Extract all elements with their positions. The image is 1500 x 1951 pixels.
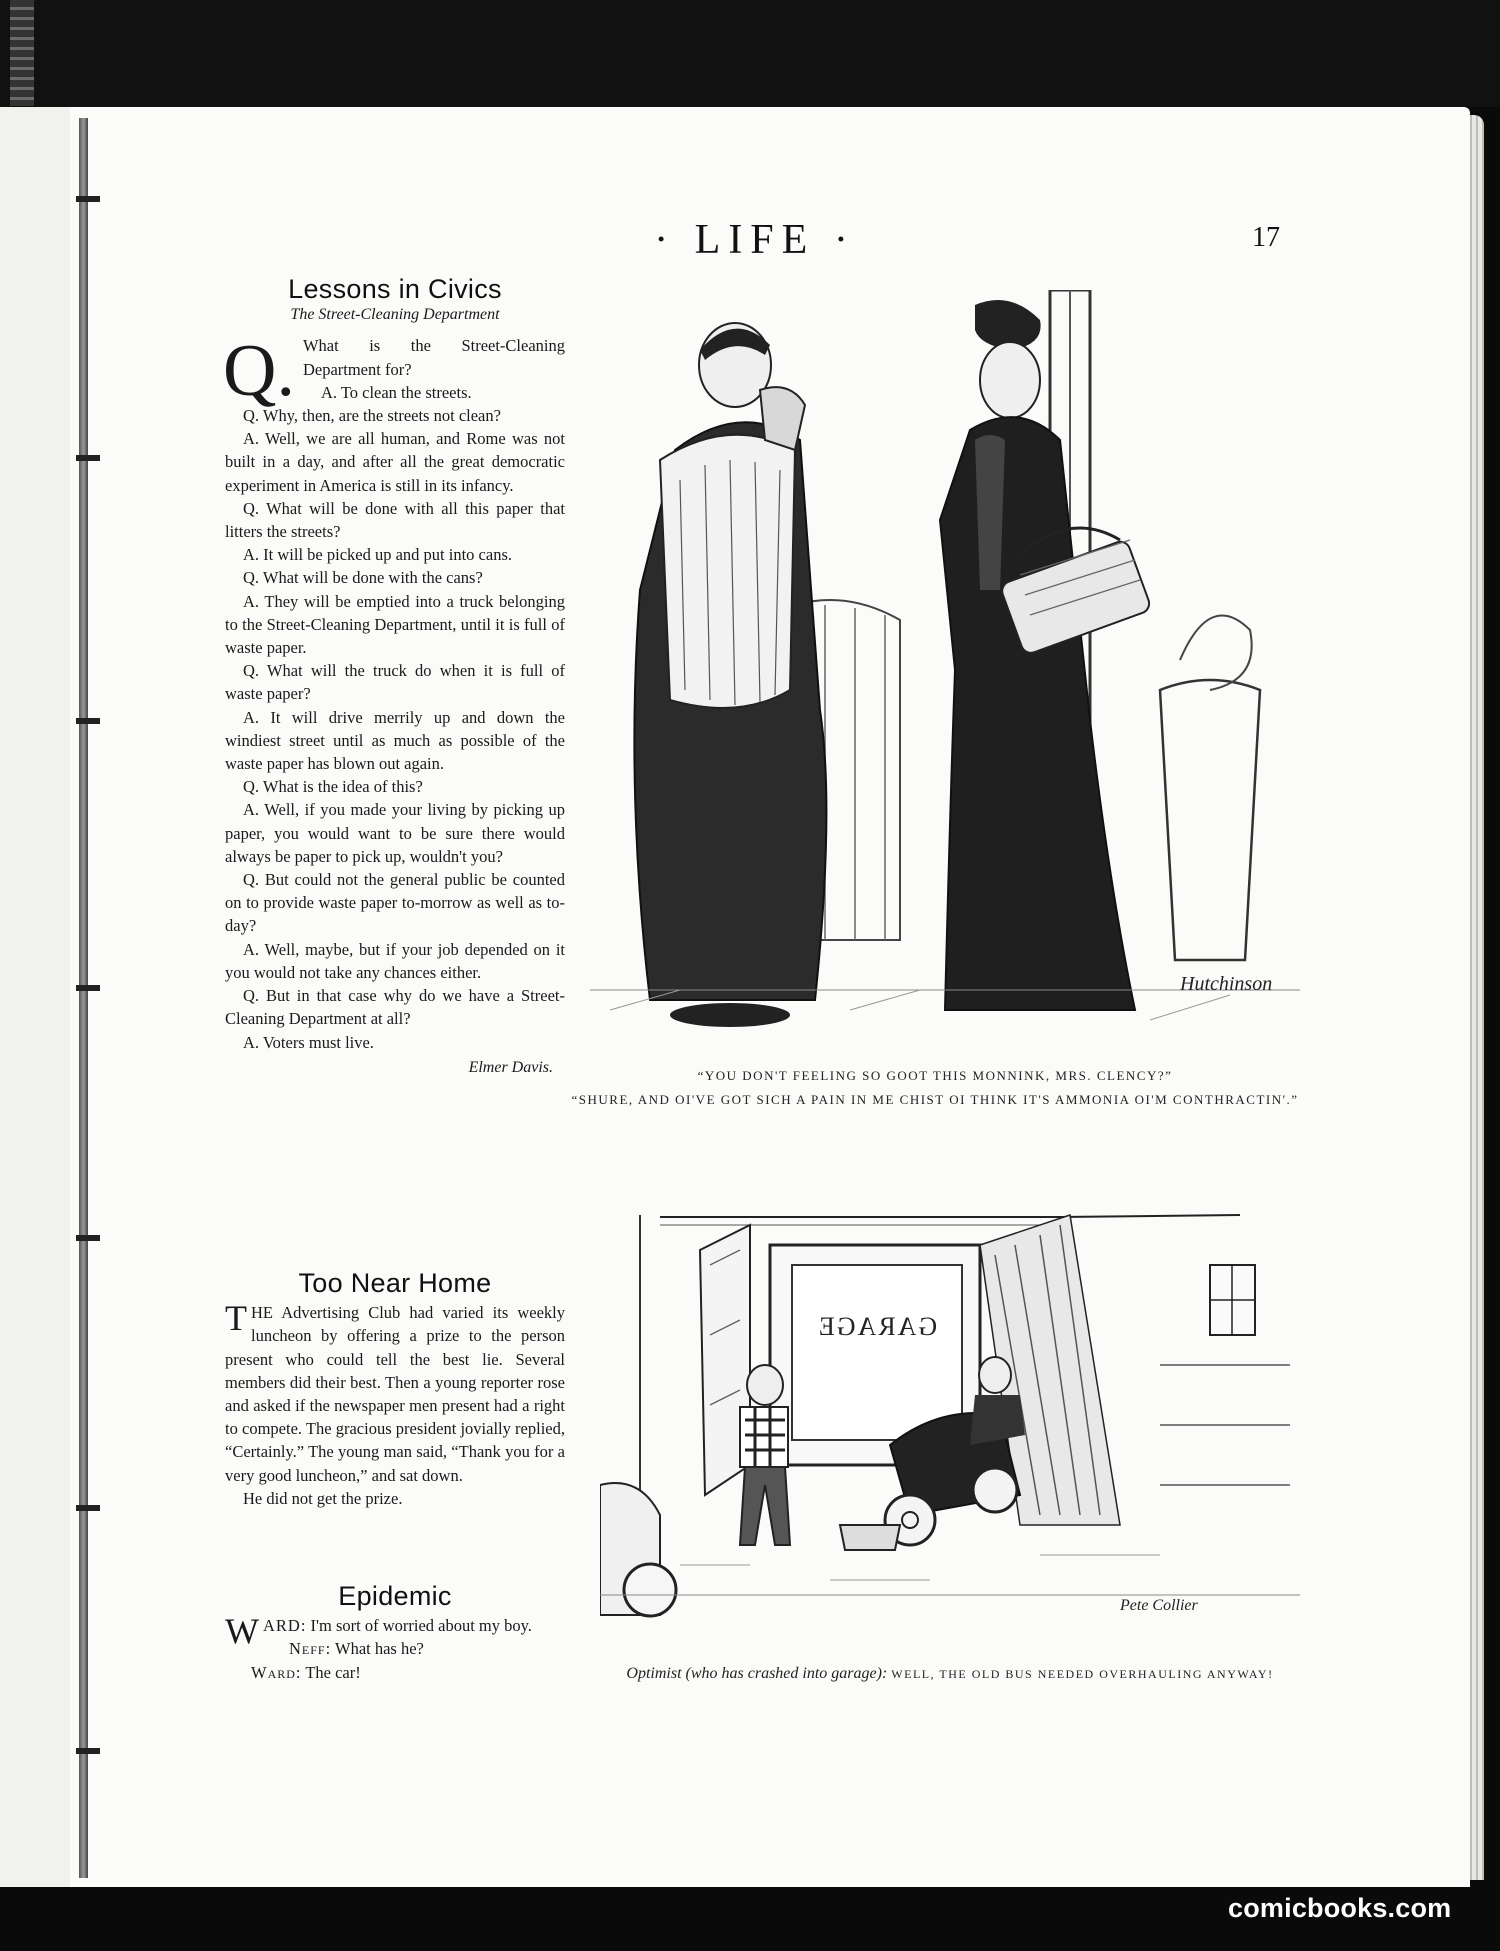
article-epidemic — [225, 1581, 565, 1684]
caption-line: “YOU DON'T FEELING SO GOOT THIS MONNINK, MRS. CLENCY?” — [697, 1068, 1173, 1083]
paragraph: Q. What will be done with the cans? — [243, 568, 483, 588]
binding-stitch — [76, 1748, 100, 1754]
dialogue-line: What has he? — [335, 1639, 424, 1659]
binding-stitch — [76, 1235, 100, 1241]
article-lessons-in-civics — [223, 274, 565, 1079]
paragraph: A. Well, maybe, but if your job depended on it you would not take any chances either. — [225, 939, 565, 982]
paragraph: Q. What will the truck do when it is full of waste paper? — [225, 661, 565, 704]
binding-stitch — [76, 196, 100, 202]
cartoon-caption — [600, 1660, 1300, 1688]
caption-italic: Optimist (who has crashed into garage): — [626, 1665, 888, 1682]
paragraph: A. It will drive merrily up and down the windiest street until as much as possible of the waste paper has blown out again. — [225, 707, 565, 774]
article-subtitle: The Street-Cleaning Department — [290, 306, 500, 324]
cartoon-caption — [560, 1064, 1310, 1112]
paragraph: What is the Street-Cleaning Department for? — [302, 336, 565, 379]
byline: Elmer Davis. — [468, 1058, 553, 1076]
binding-fringe — [10, 0, 34, 106]
speaker: Ward: — [251, 1662, 302, 1682]
caption-text: WELL, THE OLD BUS NEEDED OVERHAULING ANYWAY! — [891, 1667, 1274, 1681]
article-title: Lessons in Civics — [288, 274, 502, 304]
paragraph: Q. Why, then, are the streets not clean? — [243, 406, 501, 426]
drop-cap: Q. — [223, 330, 295, 413]
paragraph: Q. But in that case why do we have a Street-Cleaning Department at all? — [225, 986, 565, 1029]
paragraph: Q. What will be done with all this paper that litters the streets? — [225, 498, 565, 542]
top-dark-strip — [0, 0, 1500, 107]
paragraph: A. They will be emptied into a truck belonging to the Street-Cleaning Department, until it is full of waste paper. — [225, 591, 565, 658]
dialogue-line: I'm sort of worried about my boy. — [310, 1616, 532, 1636]
article-title: Epidemic — [338, 1581, 452, 1611]
speaker: Neff: — [288, 1639, 332, 1659]
binding-stitch — [76, 718, 100, 724]
paragraph: A. To clean the streets. — [320, 382, 472, 402]
paragraph: A. Well, if you made your living by picking up paper, you would want to be sure there would always be paper to pick up, wouldn't you? — [225, 800, 565, 866]
artist-signature: Pete Collier — [1120, 1597, 1198, 1614]
paragraph: HE Advertising Club had varied its weekly luncheon by offering a prize to the person present who could tell the best lie. Several members did their best. Then a young reporter rose and asked if the newspaper men present had a right to compete. The gracious president jovially replied, “Certainly.” The young man said, “Thank you for a very good luncheon,” and sat down. — [225, 1303, 565, 1485]
drop-cap: W — [225, 1611, 259, 1652]
caption-line: “SHURE, AND OI'VE GOT SICH A PAIN IN ME CHIST OI THINK IT'S AMMONIA OI'M CONTHRACTIN'.” — [571, 1092, 1299, 1107]
article-too-near-home — [225, 1268, 565, 1510]
binding-stitch — [76, 1505, 100, 1511]
article-title: Too Near Home — [298, 1268, 492, 1298]
dialogue-line: The car! — [305, 1662, 361, 1682]
paragraph: Q. But could not the general public be counted on to provide waste paper to-morrow as well as to-day? — [225, 870, 565, 936]
facing-page-edge — [0, 107, 80, 1887]
spine-binding — [79, 118, 88, 1878]
binding-stitch — [76, 985, 100, 991]
watermark: comicbooks.com — [1228, 1893, 1452, 1923]
paragraph: He did not get the prize. — [243, 1488, 403, 1508]
paragraph: A. Voters must live. — [243, 1032, 374, 1052]
cartoon-garage-crash-illustration — [600, 1195, 1300, 1635]
garage-sign-text: GARAGE — [816, 1312, 938, 1341]
paragraph: A. It will be picked up and put into cans. — [243, 545, 512, 565]
page-number: 17 — [1252, 222, 1280, 253]
artist-signature: Hutchinson — [1180, 973, 1273, 995]
paragraph: A. Well, we are all human, and Rome was not built in a day, and after all the great democratic experiment in America is still in its infancy. — [225, 429, 565, 495]
running-head: · LIFE · — [654, 217, 856, 263]
paragraph: Q. What is the idea of this? — [243, 777, 423, 797]
speaker: ARD: — [262, 1616, 307, 1636]
drop-cap: T — [225, 1298, 247, 1339]
binding-stitch — [76, 455, 100, 461]
cartoon-two-women-illustration — [590, 290, 1300, 1050]
